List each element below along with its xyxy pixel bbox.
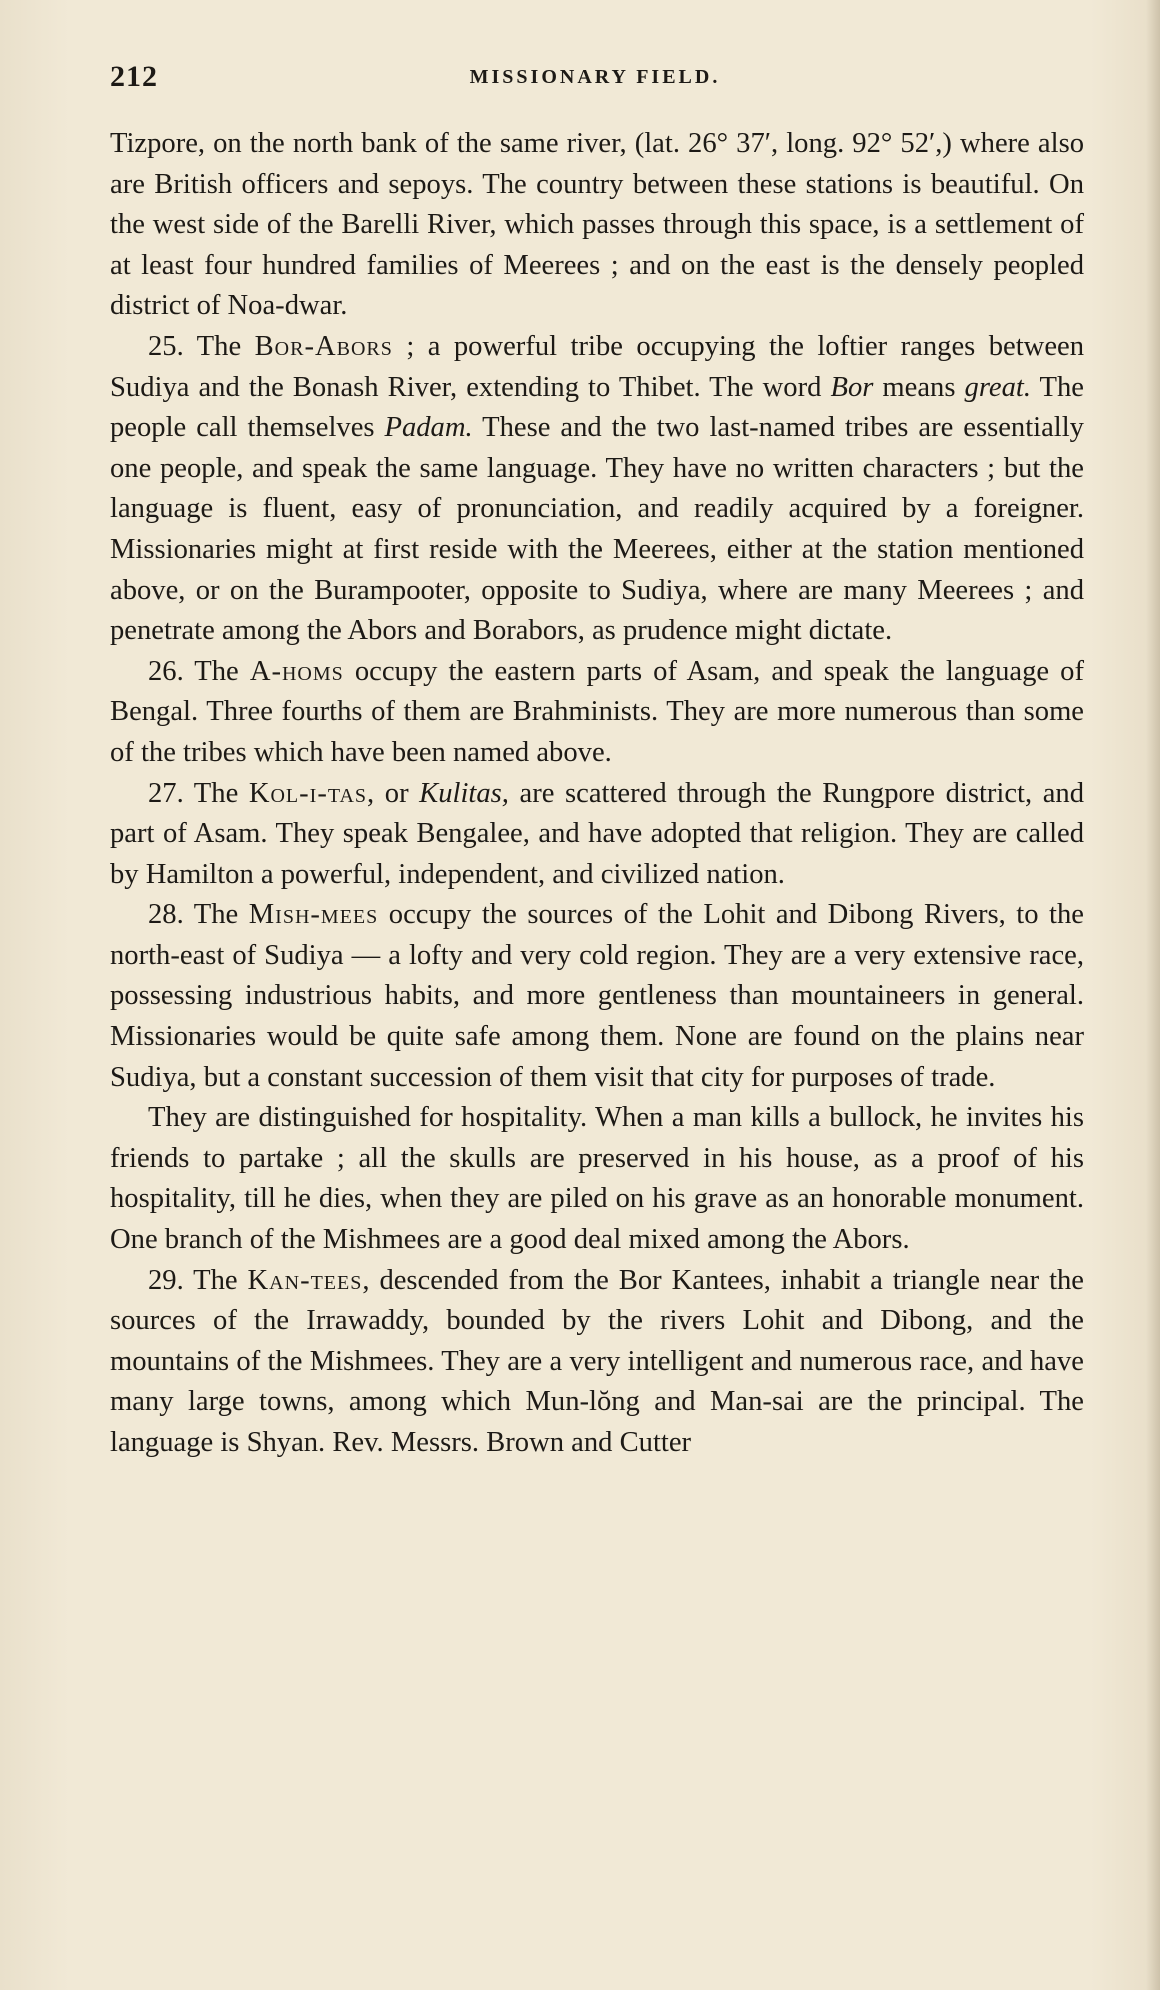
paragraph [110,1098,1084,1260]
text-run: 28. The [148,899,249,931]
text-run: 27. The [148,777,249,809]
body-text [110,124,1084,1464]
tribe-name: Kan-tees [247,1264,363,1296]
italic-text: Padam. [384,412,473,444]
paragraph [110,327,1084,652]
italic-text: great. [964,371,1031,403]
text-run: , or [367,777,420,809]
text-run: 25. The [148,330,255,362]
text-run: Tizpore, on the north bank of the same river, (lat. 26° 37′, long. 92° 52′,) where also are British officers and sepoys. The country between these stations is beautiful. On the west side of the Barelli River, which passes through this space, is a settlement of at least four hundred families of Meerees ; and on the east is the densely peopled district of Noa-dwar. [110,128,1084,322]
paragraph [110,895,1084,1098]
text-run: means [873,371,965,403]
text-run: They are distinguished for hospitality. When a man kills a bullock, he invites his friends to partake ; all the skulls are preserved in his house, as a proof of his hospitality, till he dies, when they are piled on his grave as an honorable monument. One branch of the Mishmees are a good deal mixed among the Abors. [110,1102,1084,1256]
text-run: The people call themselves [110,371,1084,444]
running-head: MISSIONARY FIELD. [469,66,721,88]
tribe-name: Kol-i-tas [248,777,368,809]
text-run: are scattered through the Rungpore district, and part of Asam. They speak Bengalee, and have adopted that religion. They are called by Hamilton a powerful, independent, and civilized nation. [110,777,1084,890]
tribe-name: Mish-mees [248,899,379,931]
text-run: occupy the eastern parts of Asam, and speak the language of Bengal. Three fourths of them are Brahminists. They are more numerous than some of the tribes which have been named above. [110,655,1084,768]
italic-text: Bor [830,371,874,403]
text-run: 26. The [148,655,250,687]
italic-text: Kulitas, [419,777,509,809]
tribe-name: A-homs [249,655,344,687]
paragraph [110,774,1084,896]
text-run: ; a powerful tribe occupying the loftier ranges between Sudiya and the Bonash River, extending to Thibet. The word [110,330,1084,403]
text-run: These and the two last-named tribes are essentially one people, and speak the same language. They have no written characters ; but the language is fluent, easy of pronunciation, and readily acquired by a foreigner. Missionaries might at first reside with the Meerees, either at the station mentioned above, or on the Burampooter, opposite to Sudiya, where are many Meerees ; and penetrate among the Abors and Borabors, as prudence might dictate. [110,412,1084,647]
paragraph [110,652,1084,774]
paragraph [110,1261,1084,1464]
tribe-name: Bor-Abors [254,330,393,362]
page-header [110,60,1080,100]
paragraph [110,124,1084,327]
text-run: , descended from the Bor Kantees, inhabit a triangle near the sources of the Irrawaddy, bounded by the rivers Lohit and Dibong, and the mountains of the Mishmees. They are a very intelligent and numerous race, and have many large towns, among which Mun-lŏng and Man-sai are the principal. The language is Shyan. Rev. Messrs. Brown and Cutter [110,1264,1084,1458]
text-run: occupy the sources of the Lohit and Dibong Rivers, to the north-east of Sudiya — a lofty and very cold region. They are a very extensive race, possessing industrious habits, and more gentleness than mountaineers in general. Missionaries would be quite safe among them. None are found on the plains near Sudiya, but a constant succession of them visit that city for purposes of trade. [110,899,1084,1093]
page-number: 212 [110,60,158,93]
text-run: 29. The [148,1264,248,1296]
